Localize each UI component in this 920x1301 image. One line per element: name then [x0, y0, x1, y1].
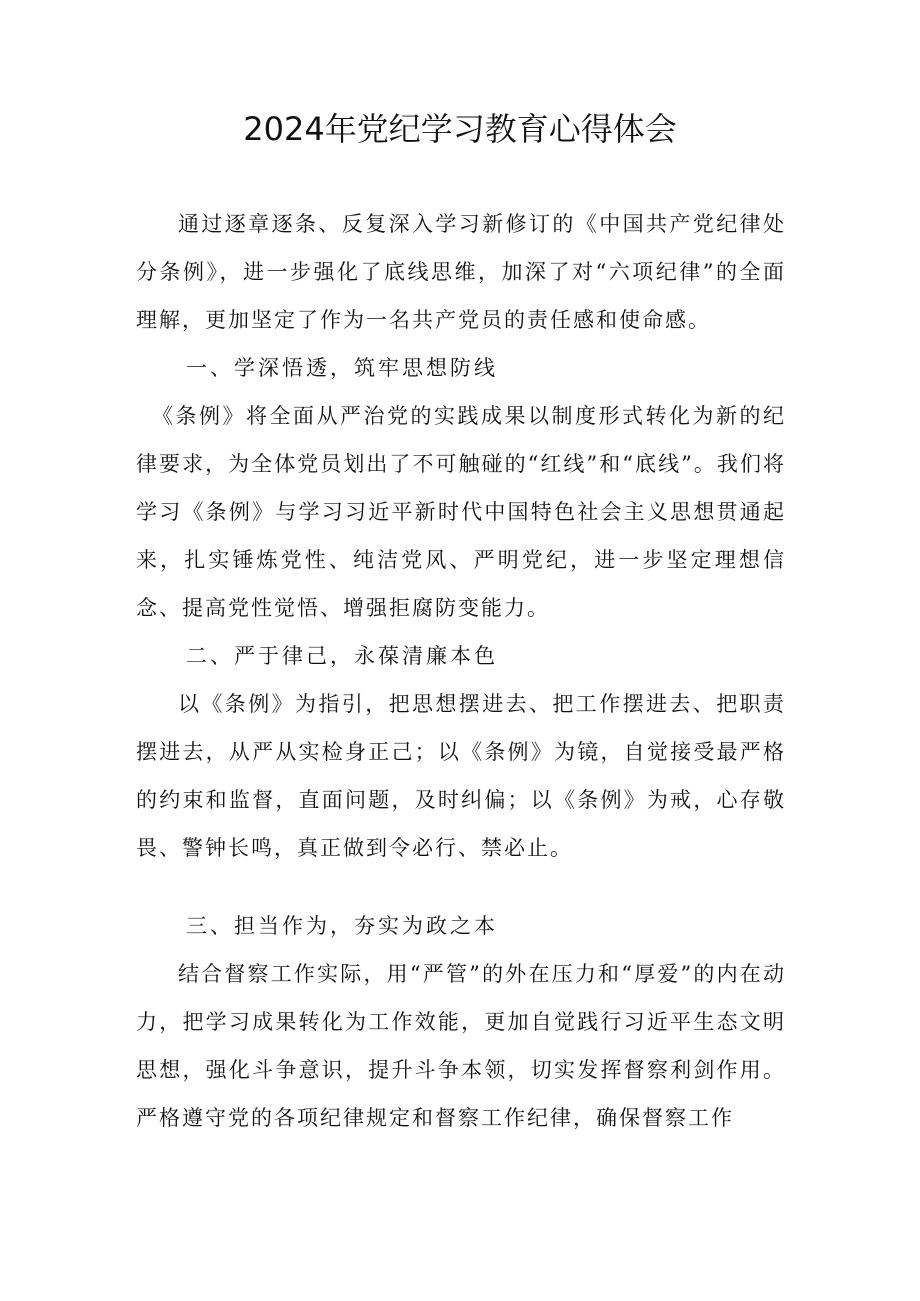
document-title: 2024年党纪学习教育心得体会 [243, 110, 677, 148]
section-3-paragraph: 结合督察工作实际，用“严管”的外在压力和“厚爱”的内在动力，把学习成果转化为工作效能，更加自觉践行习近平生态文明思想，强化斗争意识，提升斗争本领，切实发挥督察利剑作用。严格遵守党的各项纪律规定和督察工作纪律，确保督察工作 [136, 962, 786, 1130]
section-2-paragraph: 以《条例》为指引，把思想摆进去、把工作摆进去、把职责摆进去，从严从实检身正己；以《条例》为镜，自觉接受最严格的约束和监督，直面问题，及时纠偏；以《条例》为戒，心存敬畏、警钟长鸣，真正做到令必行、禁必止。 [136, 692, 786, 860]
document-body [136, 200, 786, 1142]
section-gap [136, 872, 786, 902]
section-1-paragraph: 《条例》将全面从严治党的实践成果以制度形式转化为新的纪律要求，为全体党员划出了不可触碰的“红线”和“底线”。我们将学习《条例》与学习习近平新时代中国特色社会主义思想贯通起来，扎实锤炼党性、纯洁党风、严明党纪，进一步坚定理想信念、提高党性觉悟、增强拒腐防变能力。 [136, 404, 786, 620]
section-1-heading: 一、学深悟透，筑牢思想防线 [186, 356, 498, 380]
section-3-heading: 三、担当作为，夯实为政之本 [186, 914, 498, 938]
section-2-heading: 二、严于律己，永葆清廉本色 [186, 644, 498, 668]
intro-paragraph: 通过逐章逐条、反复深入学习新修订的《中国共产党纪律处分条例》，进一步强化了底线思维，加深了对“六项纪律”的全面理解，更加坚定了作为一名共产党员的责任感和使命感。 [136, 212, 786, 332]
